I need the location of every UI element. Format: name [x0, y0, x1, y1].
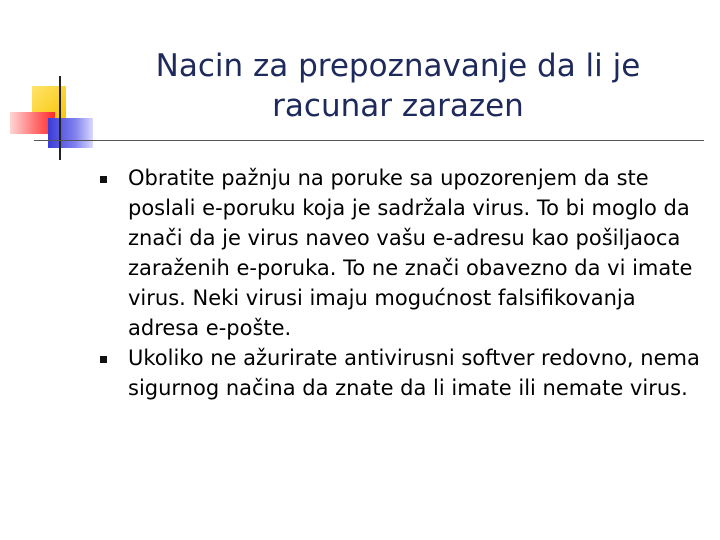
title-divider-line: [34, 140, 704, 141]
square-bullet-icon: [100, 356, 107, 363]
bullet-text: Obratite pažnju na poruke sa upozorenjem da ste poslali e-poruku koja je sadržala virus. To bi moglo da znači da je virus naveo vašu e-adresu kao pošiljaoca zaraženih e-poruka. To ne znači obavezno da vi imate virus. Neki virusi imaju mogućnost falsifikovanja adresa e-pošte.: [128, 166, 693, 340]
square-bullet-icon: [100, 176, 107, 183]
decor-vertical-line: [59, 76, 61, 160]
bullet-list: [96, 163, 706, 403]
decor-blue-bar: [48, 118, 93, 148]
bullet-text: Ukoliko ne ažurirate antivirusni softver redovno, nema sigurnog načina da znate da li imate ili nemate virus.: [128, 346, 700, 400]
slide-title: Nacin za prepoznavanje da li je racunar zarazen: [155, 48, 641, 124]
bullet-item: [96, 163, 706, 343]
bullet-item: [96, 343, 706, 403]
